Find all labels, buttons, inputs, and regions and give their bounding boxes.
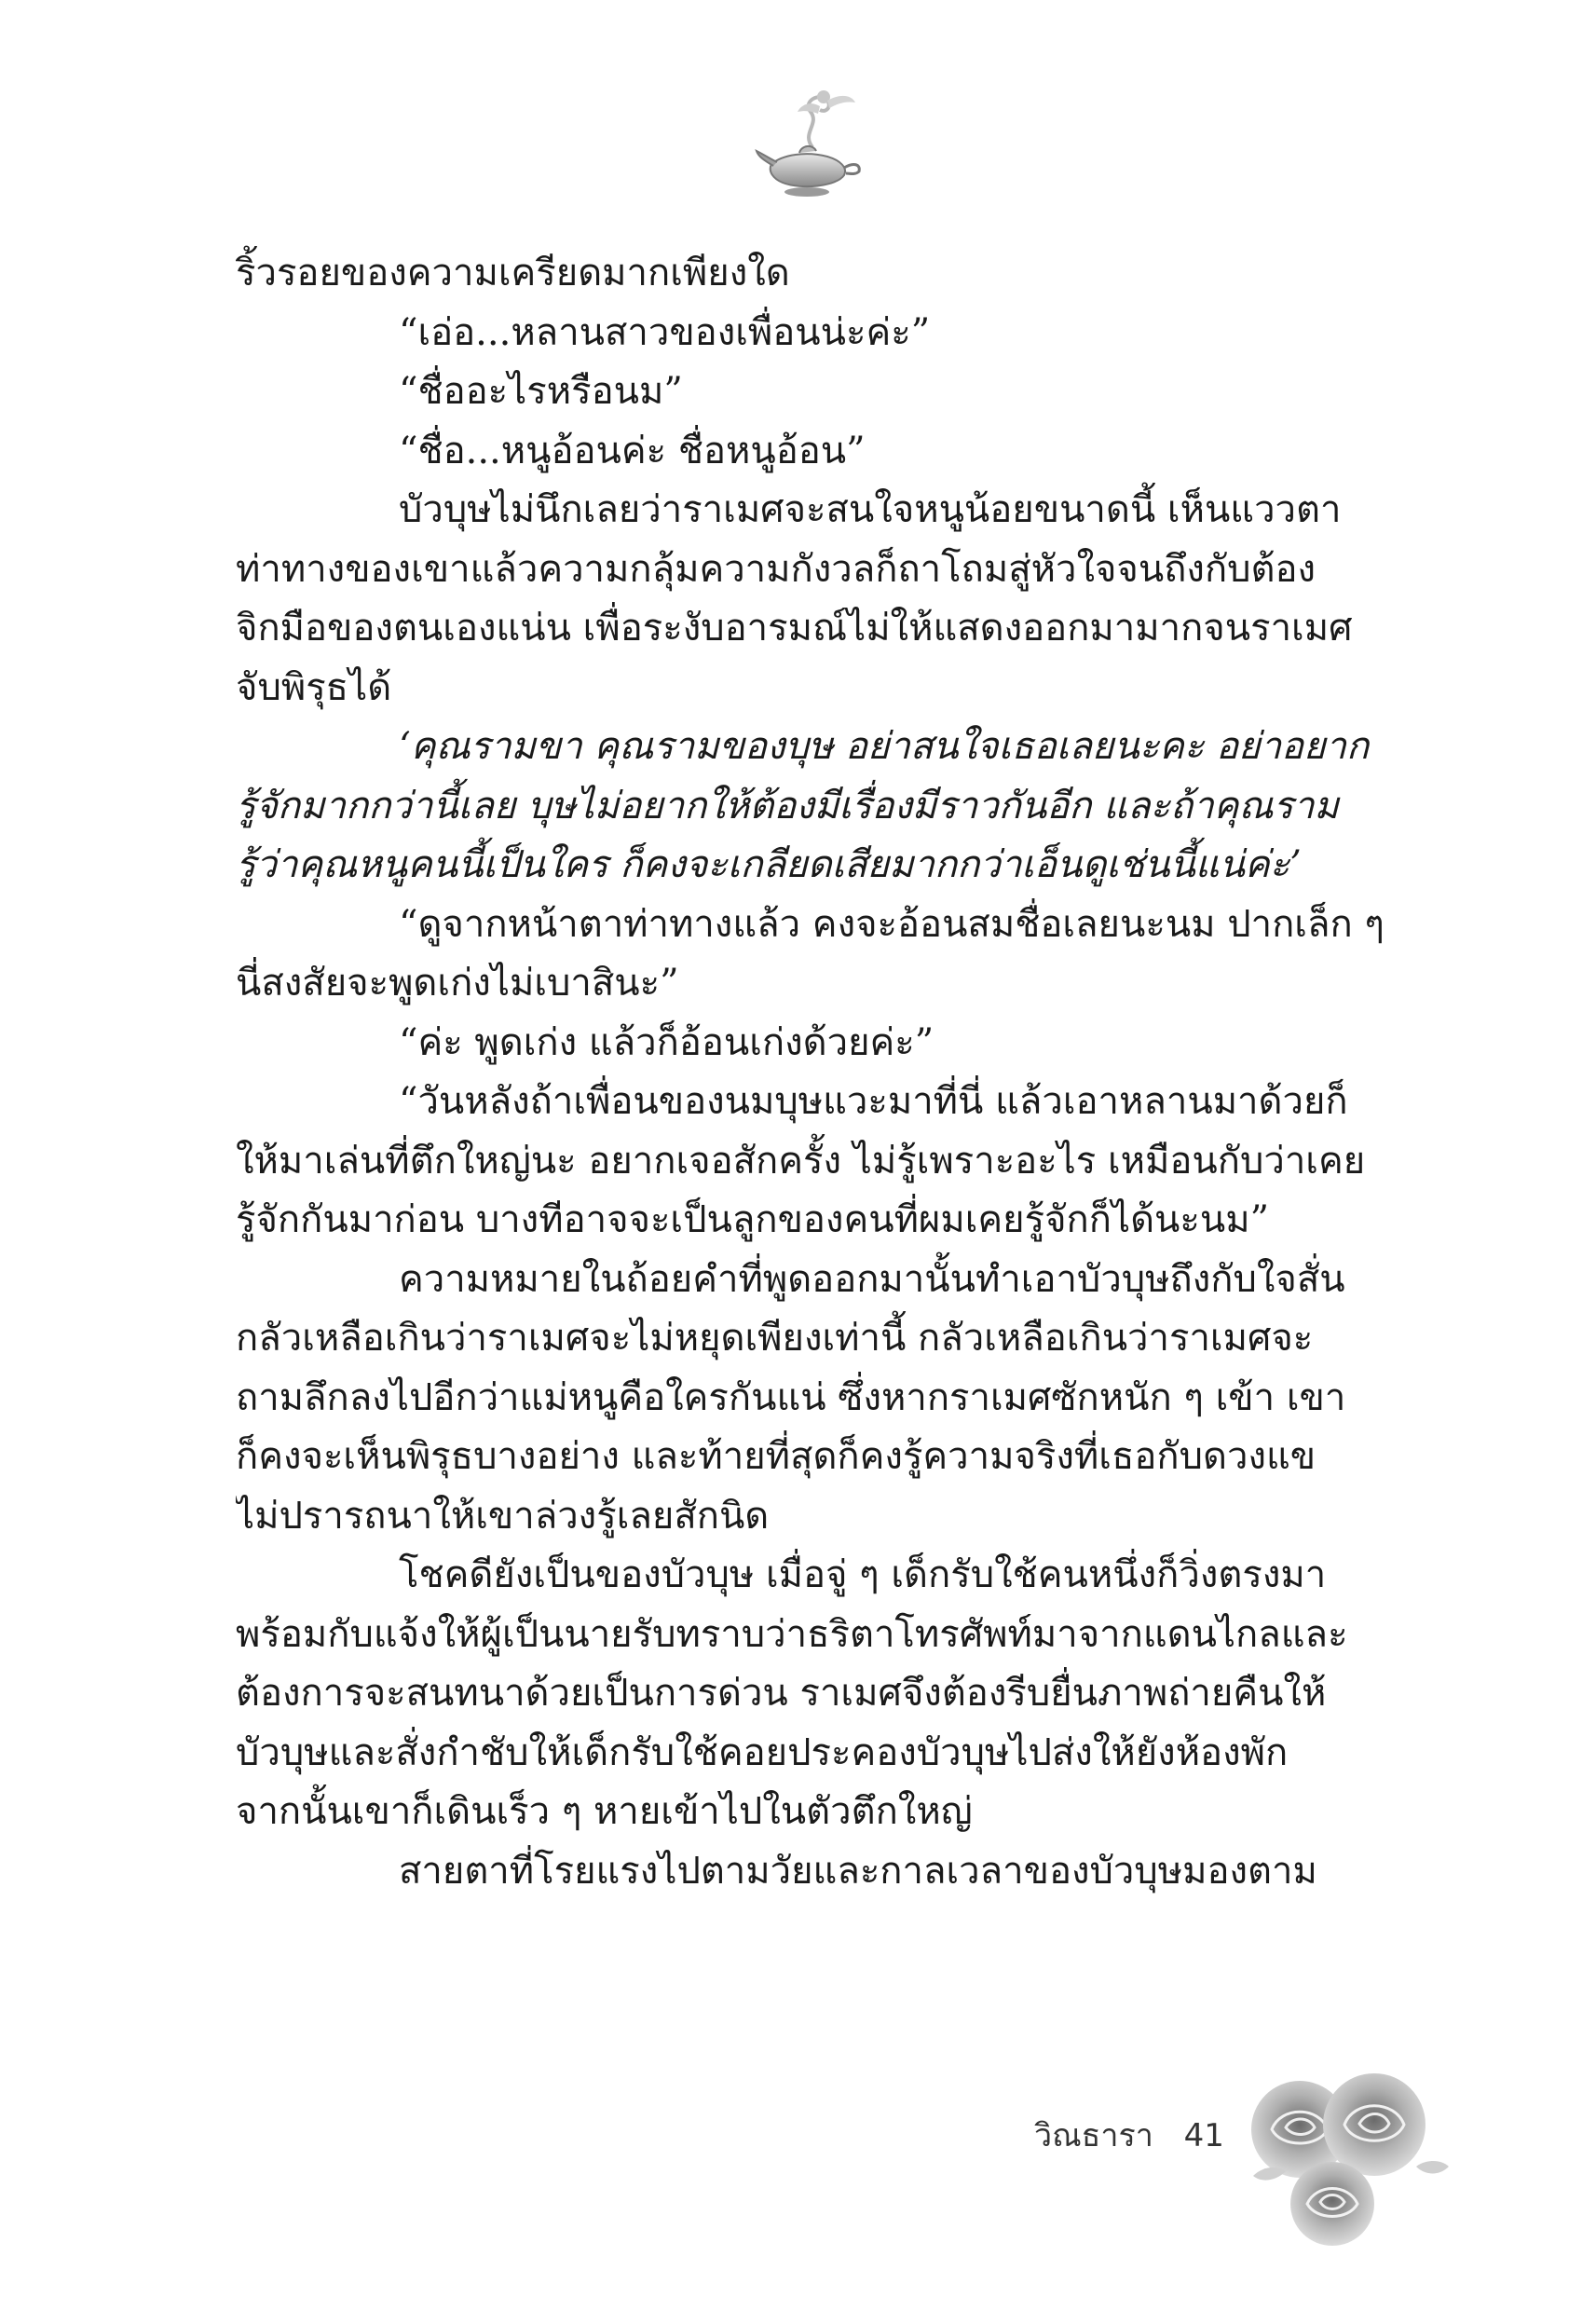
- text-line: ถามลึกลงไปอีกว่าแม่หนูคือใครกันแน่ ซึ่งหากราเมศซักหนัก ๆ เข้า เขา: [236, 1375, 1346, 1419]
- text-line: ให้มาเล่นที่ตึกใหญ่นะ อยากเจอสักครั้ง ไม่รู้เพราะอะไร เหมือนกับว่าเคย: [236, 1139, 1366, 1183]
- text-line: รู้จักมากกว่านี้เลย บุษไม่อยากให้ต้องมีเรื่องมีราวกันอีก และถ้าคุณราม: [236, 784, 1339, 827]
- text-line: ต้องการจะสนทนาด้วยเป็นการด่วน ราเมศจึงต้องรีบยื่นภาพถ่ายคืนให้: [236, 1672, 1327, 1715]
- text-line: ไม่ปรารถนาให้เขาล่วงรู้เลยสักนิด: [236, 1494, 770, 1538]
- text-line: บัวบุษและสั่งกำชับให้เด็กรับใช้คอยประคองบัวบุษไปส่งให้ยังห้องพัก: [236, 1730, 1289, 1774]
- page-number: 41: [1183, 2117, 1224, 2154]
- text-line: รู้ว่าคุณหนูคนนี้เป็นใคร ก็คงจะเกลียดเสียมากกว่าเอ็นดูเช่นนี้แน่ค่ะ’: [236, 843, 1302, 886]
- text-line: กลัวเหลือเกินว่าราเมศจะไม่หยุดเพียงเท่านี้ กลัวเหลือเกินว่าราเมศจะ: [236, 1317, 1314, 1360]
- text-line: ความหมายในถ้อยคำที่พูดออกมานั้นทำเอาบัวบุษถึงกับใจสั่น: [399, 1257, 1345, 1301]
- text-line: จิกมือของตนเองแน่น เพื่อระงับอารมณ์ไม่ให้แสดงออกมามากจนราเมศ: [236, 607, 1353, 650]
- page-footer: [1034, 2110, 1224, 2160]
- text-line: “ดูจากหน้าตาท่าทางแล้ว คงจะอ้อนสมชื่อเลยนะนม ปากเล็ก ๆ: [399, 902, 1385, 946]
- text-line: นี่สงสัยจะพูดเก่งไม่เบาสินะ”: [236, 962, 679, 1005]
- text-line: ‘คุณรามขา คุณรามของบุษ อย่าสนใจเธอเลยนะคะ อย่าอยาก: [399, 725, 1370, 768]
- roses-icon: [1235, 2055, 1458, 2260]
- text-line: พร้อมกับแจ้งให้ผู้เป็นนายรับทราบว่าธริตาโทรศัพท์มาจากแดนไกลและ: [236, 1612, 1348, 1656]
- text-line: รู้จักกันมาก่อน บางทีอาจจะเป็นลูกของคนที่ผมเคยรู้จักก็ได้นะนม”: [236, 1198, 1270, 1241]
- body-text: [236, 244, 1419, 1901]
- text-line: “ชื่ออะไรหรือนม”: [399, 370, 683, 413]
- text-line: “เอ่อ...หลานสาวของเพื่อนน่ะค่ะ”: [399, 310, 931, 354]
- text-line: จากนั้นเขาก็เดินเร็ว ๆ หายเข้าไปในตัวตึกใหญ่: [236, 1790, 973, 1833]
- text-line: ริ้วรอยของความเครียดมากเพียงใด: [236, 252, 790, 294]
- text-line: “ค่ะ พูดเก่ง แล้วก็อ้อนเก่งด้วยค่ะ”: [399, 1020, 934, 1064]
- text-line: โชคดียังเป็นของบัวบุษ เมื่อจู่ ๆ เด็กรับใช้คนหนึ่งก็วิ่งตรงมา: [399, 1553, 1327, 1596]
- text-line: บัวบุษไม่นึกเลยว่าราเมศจะสนใจหนูน้อยขนาดนี้ เห็นแววตา: [399, 488, 1342, 531]
- text-line: สายตาที่โรยแรงไปตามวัยและกาลเวลาของบัวบุษมองตาม: [399, 1849, 1317, 1893]
- genie-lamp-icon: [755, 82, 866, 203]
- book-title: วิณธารา: [1034, 2117, 1153, 2154]
- text-line: จับพิรุธได้: [236, 665, 392, 709]
- text-line: ก็คงจะเห็นพิรุธบางอย่าง และท้ายที่สุดก็คงรู้ความจริงที่เธอกับดวงแข: [236, 1435, 1316, 1478]
- text-line: “ชื่อ...หนูอ้อนค่ะ ชื่อหนูอ้อน”: [399, 429, 866, 472]
- text-line: “วันหลังถ้าเพื่อนของนมบุษแวะมาที่นี่ แล้วเอาหลานมาด้วยก็: [399, 1080, 1348, 1123]
- text-line: ท่าทางของเขาแล้วความกลุ้มความกังวลก็ถาโถมสู่หัวใจจนถึงกับต้อง: [236, 547, 1316, 591]
